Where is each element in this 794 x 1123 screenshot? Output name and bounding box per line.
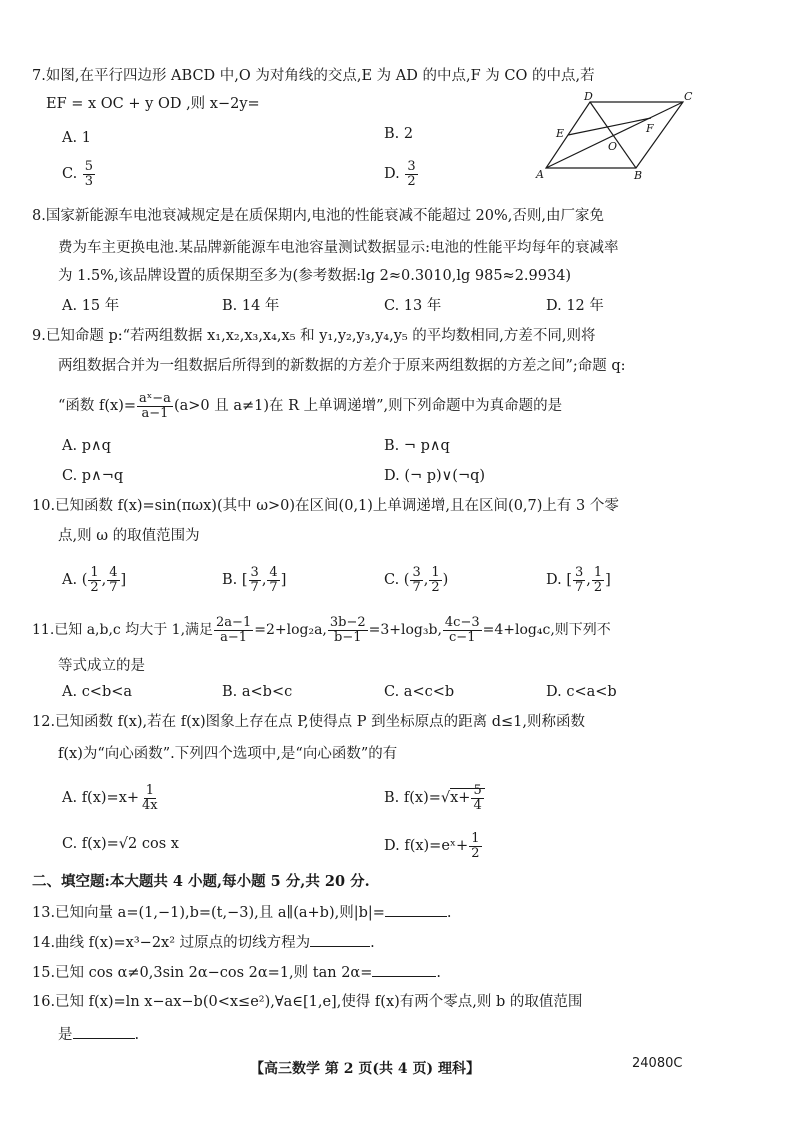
q8-stem-line2: 费为车主更换电池.某品牌新能源车电池容量测试数据显示:电池的性能平均每年的衰减率: [58, 240, 619, 256]
q12-option-b: B. f(x)=√x+ $\frac{5}{4}$: [384, 784, 485, 812]
q12-option-c: C. f(x)=√2 cos x: [62, 836, 179, 852]
q11-option-a: A. c<b<a: [62, 684, 133, 700]
parallelogram-figure: [528, 90, 698, 182]
q13-stem: 13.已知向量 a=(1,−1),b=(t,−3),且 a∥(a+b),则|b|= .: [32, 902, 452, 923]
q7-stem-line1: 7.如图,在平行四边形 ABCD 中,O 为对角线的交点,E 为 AD 的中点,F 为 CO 的中点,若: [32, 68, 595, 84]
q16-stem-line2: 是 .: [58, 1024, 139, 1045]
q9-option-b: B. ¬ p∧q: [384, 438, 450, 454]
q12-option-a: A. f(x)=x+ $\frac{1}{4x}$: [62, 783, 158, 813]
q12-option-d: D. f(x)=eˣ+ $\frac{1}{2}$: [384, 831, 480, 861]
label-o: O: [608, 140, 618, 153]
q14-answer-blank[interactable]: [310, 932, 370, 947]
q8-option-a: A. 15 年: [62, 298, 120, 314]
q10-option-d: D. [ $\frac{3}{7}$ , $\frac{1}{2}$ ]: [546, 565, 611, 595]
q10-stem-line1: 10.已知函数 f(x)=sin(πωx)(其中 ω>0)在区间(0,1)上单调递增,且在区间(0,7)上有 3 个零: [32, 498, 619, 514]
diagonal-ac: [546, 102, 683, 168]
label-d: D: [584, 90, 593, 103]
q15-answer-blank[interactable]: [372, 962, 436, 977]
q11-option-b: B. a<b<c: [222, 684, 293, 700]
q7-option-a: A. 1: [62, 130, 91, 146]
q9-stem-line2: 两组数据合并为一组数据后所得到的新数据的方差介于原来两组数据的方差之间”;命题 q:: [58, 358, 626, 374]
q8-option-d: D. 12 年: [546, 298, 604, 314]
q11-stem-line1: 11.已知 a,b,c 均大于 1,满足 $\frac{2a-1}{a-1}$ =2+log₂a, $\frac{3b-2}{b-1}$ =3+log₃b, $\frac{4c-3}{c-1}$ =4+log₄c,则下列不: [32, 615, 611, 645]
section2-heading: 二、填空题:本大题共 4 小题,每小题 5 分,共 20 分.: [32, 873, 370, 890]
q11-option-c: C. a<c<b: [384, 684, 455, 700]
q9-option-a: A. p∧q: [62, 438, 111, 454]
q10-option-a: A. ( $\frac{1}{2}$ , $\frac{4}{7}$ ]: [62, 565, 127, 595]
q9-stem-line1: 9.已知命题 p:“若两组数据 x₁,x₂,x₃,x₄,x₅ 和 y₁,y₂,y₃,y₄,y₅ 的平均数相同,方差不同,则将: [32, 328, 596, 344]
q8-option-c: C. 13 年: [384, 298, 442, 314]
q7-stem-line2: EF = x OC + y OD ,则 x−2y=: [46, 96, 260, 112]
q12-stem-line2: f(x)为“向心函数”.下列四个选项中,是“向心函数”的有: [58, 746, 398, 762]
q8-option-b: B. 14 年: [222, 298, 280, 314]
q10-option-c: C. ( $\frac{3}{7}$ , $\frac{1}{2}$ ): [384, 565, 449, 595]
q10-option-b: B. [ $\frac{3}{7}$ , $\frac{4}{7}$ ]: [222, 565, 287, 595]
q11-stem-line2: 等式成立的是: [58, 658, 145, 674]
segment-ef: [568, 118, 651, 135]
q8-stem-line3: 为 1.5%,该品牌设置的质保期至多为(参考数据:lg 2≈0.3010,lg 985≈2.9934): [58, 268, 572, 284]
q16-stem-line1: 16.已知 f(x)=ln x−ax−b(0<x≤e²),∀a∈[1,e],使得 f(x)有两个零点,则 b 的取值范围: [32, 994, 583, 1010]
label-b: B: [634, 169, 643, 182]
q11-option-d: D. c<a<b: [546, 684, 617, 700]
q9-option-d: D. (¬ p)∨(¬q): [384, 468, 486, 484]
q8-stem-line1: 8.国家新能源车电池衰减规定是在质保期内,电池的性能衰减不能超过 20%,否则,由厂家免: [32, 208, 604, 224]
q16-answer-blank[interactable]: [73, 1024, 135, 1039]
q7-option-c: C. $\frac{5}{3}$: [62, 159, 94, 189]
q9-stem-line3: “函数 f(x)= $\frac{\text{aˣ−a}}{a-1}$ (a>0 且 a≠1)在 R 上单调递增”,则下列命题中为真命题的是: [58, 391, 563, 421]
q9-option-c: C. p∧¬q: [62, 468, 124, 484]
q7-option-b: B. 2: [384, 126, 414, 142]
page-footer: 【高三数学 第 2 页(共 4 页) 理科】: [250, 1061, 480, 1077]
q15-stem: 15.已知 cos α≠0,3sin 2α−cos 2α=1,则 tan 2α= .: [32, 962, 441, 983]
q12-stem-line1: 12.已知函数 f(x),若在 f(x)图象上存在点 P,使得点 P 到坐标原点的距离 d≤1,则称函数: [32, 714, 585, 730]
diagonal-bd: [590, 102, 636, 168]
label-a: A: [536, 168, 544, 181]
label-e: E: [556, 127, 565, 140]
q10-stem-line2: 点,则 ω 的取值范围为: [58, 528, 200, 544]
q13-answer-blank[interactable]: [385, 902, 447, 917]
label-f: F: [646, 122, 654, 135]
q14-stem: 14.曲线 f(x)=x³−2x² 过原点的切线方程为 .: [32, 932, 375, 953]
label-c: C: [684, 90, 693, 103]
q7-option-d: D. $\frac{3}{2}$: [384, 159, 416, 189]
exam-code: 24080C: [632, 1056, 683, 1071]
